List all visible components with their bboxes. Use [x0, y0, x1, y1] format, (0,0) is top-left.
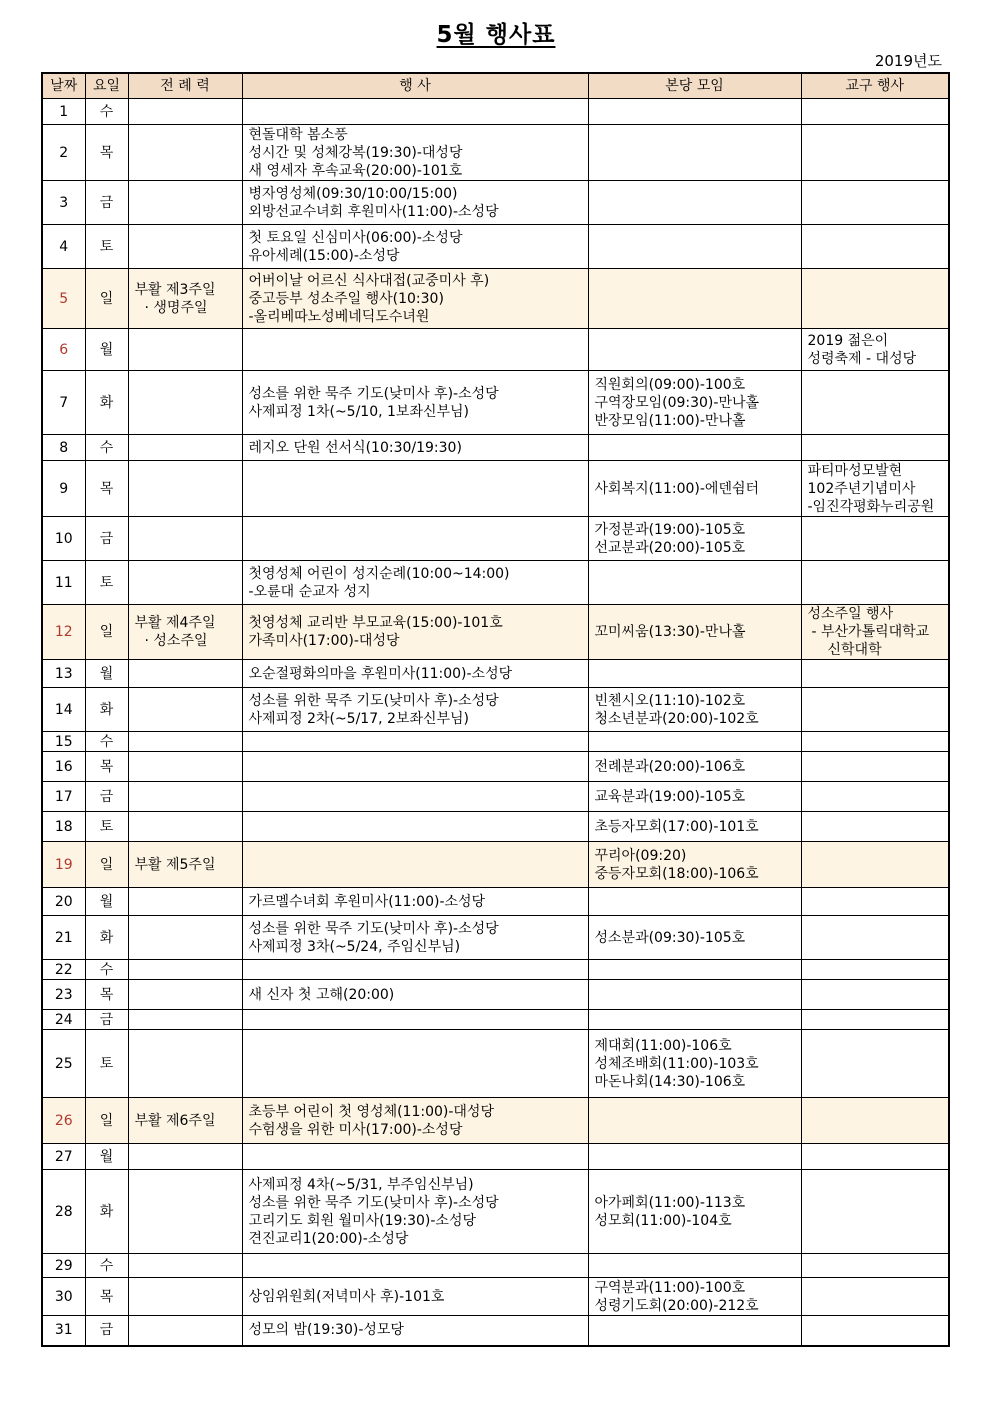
liturgy-cell [128, 605, 242, 660]
diocese-cell [801, 782, 949, 812]
parish-cell-line: 선교분과(20:00)-105호 [594, 539, 746, 556]
events-cell [242, 842, 588, 888]
liturgy-cell [128, 1098, 242, 1144]
liturgy-cell [128, 660, 242, 688]
table-row [42, 461, 949, 517]
parish-cell [588, 269, 801, 329]
date-cell: 9 [42, 461, 85, 517]
weekday-cell: 목 [85, 125, 128, 181]
diocese-cell-line: - 부산가톨릭대학교 [811, 624, 930, 640]
liturgy-cell [128, 435, 242, 461]
table-row [42, 660, 949, 688]
parish-cell [588, 688, 801, 732]
events-cell-line: 가르멜수녀회 후원미사(11:00)-소성당 [248, 893, 486, 910]
weekday-cell: 목 [85, 752, 128, 782]
diocese-cell [801, 960, 949, 980]
date-cell: 12 [42, 605, 85, 660]
diocese-cell [801, 517, 949, 561]
liturgy-cell [128, 329, 242, 371]
liturgy-cell-line: · 성소주일 [144, 633, 208, 649]
events-cell-line: 견진교리1(20:00)-소성당 [248, 1230, 409, 1247]
events-cell-line: 현돌대학 봄소풍 [248, 126, 348, 143]
liturgy-cell [128, 1278, 242, 1316]
table-row [42, 1316, 949, 1346]
diocese-cell [801, 461, 949, 517]
diocese-cell-line: 신학대학 [827, 642, 882, 658]
parish-cell [588, 1098, 801, 1144]
events-cell-line: 어버이날 어르신 식사대접(교중미사 후) [248, 272, 490, 289]
date-cell: 19 [42, 842, 85, 888]
liturgy-cell [128, 225, 242, 269]
liturgy-cell-line: 부활 제3주일 [134, 281, 216, 298]
diocese-cell [801, 1144, 949, 1170]
date-cell: 14 [42, 688, 85, 732]
events-cell-line: 성소를 위한 묵주 기도(낮미사 후)-소성당 [248, 385, 499, 402]
parish-cell-line: 성모회(11:00)-104호 [594, 1212, 732, 1229]
table-row [42, 181, 949, 225]
events-cell-line: 사제피정 2차(~5/17, 2보좌신부님) [248, 710, 469, 727]
diocese-cell-line: 102주년기념미사 [807, 480, 916, 497]
events-cell-line: 성소를 위한 묵주 기도(낮미사 후)-소성당 [248, 920, 499, 937]
weekday-cell: 토 [85, 225, 128, 269]
liturgy-cell-line: 부활 제4주일 [134, 615, 216, 631]
events-cell [242, 517, 588, 561]
weekday-cell: 수 [85, 1254, 128, 1278]
parish-cell [588, 732, 801, 752]
table-row [42, 561, 949, 605]
events-cell-line: 첫영성체 교리반 부모교육(15:00)-101호 [248, 615, 503, 631]
liturgy-cell [128, 1170, 242, 1254]
diocese-cell [801, 1010, 949, 1030]
parish-cell-line: 꾸리아(09:20) [594, 847, 687, 864]
parish-cell [588, 1316, 801, 1346]
diocese-cell-line: 성령축제 - 대성당 [807, 350, 917, 367]
weekday-cell: 월 [85, 1144, 128, 1170]
diocese-cell [801, 688, 949, 732]
events-cell [242, 1144, 588, 1170]
events-cell [242, 99, 588, 125]
date-cell: 4 [42, 225, 85, 269]
events-cell [242, 125, 588, 181]
table-row [42, 980, 949, 1010]
table-row [42, 1170, 949, 1254]
date-cell: 13 [42, 660, 85, 688]
liturgy-cell [128, 732, 242, 752]
diocese-cell [801, 1254, 949, 1278]
diocese-cell [801, 125, 949, 181]
diocese-cell [801, 225, 949, 269]
events-cell [242, 782, 588, 812]
events-cell [242, 269, 588, 329]
liturgy-cell [128, 980, 242, 1010]
events-cell-line: 성소를 위한 묵주 기도(낮미사 후)-소성당 [248, 1194, 499, 1211]
parish-cell-line: 청소년분과(20:00)-102호 [594, 710, 759, 727]
events-cell-line: 성소를 위한 묵주 기도(낮미사 후)-소성당 [248, 692, 499, 709]
diocese-cell [801, 269, 949, 329]
parish-cell-line: 성체조배회(11:00)-103호 [594, 1055, 759, 1072]
events-cell [242, 225, 588, 269]
parish-cell-line: 사회복지(11:00)-에덴쉼터 [594, 480, 760, 497]
liturgy-cell [128, 1144, 242, 1170]
parish-cell-line: 교육분과(19:00)-105호 [594, 788, 746, 805]
events-cell [242, 888, 588, 916]
weekday-cell: 화 [85, 916, 128, 960]
parish-cell-line: 구역장모임(09:30)-만나홀 [594, 394, 760, 411]
events-cell [242, 1170, 588, 1254]
parish-cell [588, 371, 801, 435]
liturgy-cell-line: 부활 제5주일 [134, 856, 216, 873]
events-cell [242, 732, 588, 752]
diocese-cell [801, 888, 949, 916]
weekday-cell: 금 [85, 782, 128, 812]
weekday-cell: 수 [85, 732, 128, 752]
parish-cell-line: 구역분과(11:00)-100호 [594, 1279, 746, 1296]
liturgy-cell [128, 561, 242, 605]
liturgy-cell [128, 1010, 242, 1030]
table-row [42, 960, 949, 980]
table-row [42, 1030, 949, 1098]
parish-cell-line: 중등자모회(18:00)-106호 [594, 865, 759, 882]
weekday-cell: 금 [85, 1316, 128, 1346]
liturgy-cell [128, 752, 242, 782]
diocese-cell [801, 1170, 949, 1254]
events-cell-line: 성시간 및 성체강복(19:30)-대성당 [248, 144, 463, 161]
liturgy-cell-line: · 생명주일 [144, 299, 208, 316]
date-cell: 8 [42, 435, 85, 461]
parish-cell [588, 605, 801, 660]
parish-cell-line: 빈첸시오(11:10)-102호 [594, 692, 746, 709]
parish-cell [588, 1010, 801, 1030]
weekday-cell: 수 [85, 960, 128, 980]
events-cell-line: -올리베따노성베네딕도수녀원 [248, 308, 430, 325]
weekday-cell: 목 [85, 980, 128, 1010]
table-row [42, 1254, 949, 1278]
events-cell [242, 461, 588, 517]
parish-cell-line: 초등자모회(17:00)-101호 [594, 818, 759, 835]
diocese-cell [801, 1098, 949, 1144]
date-cell: 7 [42, 371, 85, 435]
parish-cell [588, 461, 801, 517]
weekday-cell: 일 [85, 842, 128, 888]
events-cell-line: 병자영성체(09:30/10:00/15:00) [248, 185, 458, 202]
table-row [42, 225, 949, 269]
parish-cell [588, 517, 801, 561]
parish-cell-line: 제대회(11:00)-106호 [594, 1037, 732, 1054]
weekday-cell: 월 [85, 660, 128, 688]
events-cell-line: 새 신자 첫 고해(20:00) [248, 986, 395, 1003]
parish-cell-line: 반장모임(11:00)-만나홀 [594, 412, 746, 429]
weekday-cell: 토 [85, 561, 128, 605]
parish-cell [588, 1278, 801, 1316]
diocese-cell [801, 1316, 949, 1346]
table-row [42, 916, 949, 960]
liturgy-cell [128, 269, 242, 329]
diocese-cell [801, 752, 949, 782]
parish-cell [588, 782, 801, 812]
parish-cell [588, 329, 801, 371]
weekday-cell: 화 [85, 371, 128, 435]
parish-cell-line: 직원회의(09:00)-100호 [594, 376, 746, 393]
events-cell-line: 수험생을 위한 미사(17:00)-소성당 [248, 1121, 463, 1138]
header-weekday: 요일 [85, 73, 128, 99]
table-row [42, 688, 949, 732]
diocese-cell [801, 605, 949, 660]
date-cell: 30 [42, 1278, 85, 1316]
table-row [42, 605, 949, 660]
weekday-cell: 일 [85, 269, 128, 329]
events-cell-line: 사제피정 4차(~5/31, 부주임신부님) [248, 1176, 474, 1193]
diocese-cell [801, 371, 949, 435]
table-row [42, 329, 949, 371]
date-cell: 11 [42, 561, 85, 605]
events-cell [242, 1098, 588, 1144]
schedule-table [41, 72, 950, 1347]
date-cell: 2 [42, 125, 85, 181]
liturgy-cell [128, 181, 242, 225]
events-cell [242, 1254, 588, 1278]
parish-cell [588, 125, 801, 181]
liturgy-cell [128, 517, 242, 561]
date-cell: 20 [42, 888, 85, 916]
date-cell: 18 [42, 812, 85, 842]
events-cell-line: 사제피정 3차(~5/24, 주임신부님) [248, 938, 461, 955]
events-cell [242, 660, 588, 688]
table-row [42, 517, 949, 561]
liturgy-cell-line: 부활 제6주일 [134, 1112, 216, 1129]
date-cell: 24 [42, 1010, 85, 1030]
date-cell: 25 [42, 1030, 85, 1098]
weekday-cell: 월 [85, 329, 128, 371]
parish-cell [588, 660, 801, 688]
parish-cell [588, 888, 801, 916]
weekday-cell: 금 [85, 1010, 128, 1030]
date-cell: 15 [42, 732, 85, 752]
parish-cell [588, 1144, 801, 1170]
liturgy-cell [128, 812, 242, 842]
parish-cell [588, 1170, 801, 1254]
events-cell [242, 752, 588, 782]
parish-cell [588, 916, 801, 960]
table-row [42, 1098, 949, 1144]
date-cell: 16 [42, 752, 85, 782]
parish-cell [588, 225, 801, 269]
parish-cell [588, 1254, 801, 1278]
date-cell: 31 [42, 1316, 85, 1346]
date-cell: 5 [42, 269, 85, 329]
diocese-cell-line: 2019 젊은이 [807, 332, 889, 349]
liturgy-cell [128, 371, 242, 435]
diocese-cell-line: 성소주일 행사 [807, 606, 894, 622]
weekday-cell: 토 [85, 812, 128, 842]
events-cell [242, 329, 588, 371]
table-row [42, 99, 949, 125]
date-cell: 3 [42, 181, 85, 225]
weekday-cell: 월 [85, 888, 128, 916]
events-cell [242, 605, 588, 660]
liturgy-cell [128, 782, 242, 812]
events-cell-line: 첫영성체 어린이 성지순례(10:00~14:00) [248, 565, 510, 582]
events-cell [242, 435, 588, 461]
diocese-cell [801, 732, 949, 752]
events-cell-line: 새 영세자 후속교육(20:00)-101호 [248, 162, 463, 179]
diocese-cell [801, 980, 949, 1010]
table-row [42, 752, 949, 782]
date-cell: 23 [42, 980, 85, 1010]
events-cell-line: 레지오 단원 선서식(10:30/19:30) [248, 439, 462, 456]
table-row [42, 1278, 949, 1316]
parish-cell [588, 960, 801, 980]
diocese-cell [801, 842, 949, 888]
date-cell: 28 [42, 1170, 85, 1254]
weekday-cell: 수 [85, 99, 128, 125]
table-row [42, 732, 949, 752]
parish-cell-line: 가정분과(19:00)-105호 [594, 521, 746, 538]
events-cell-line: 유아세례(15:00)-소성당 [248, 247, 400, 264]
diocese-cell [801, 435, 949, 461]
parish-cell-line: 전례분과(20:00)-106호 [594, 758, 746, 775]
header-date: 날짜 [42, 73, 85, 99]
table-row [42, 371, 949, 435]
parish-cell [588, 842, 801, 888]
parish-cell-line: 성령기도회(20:00)-212호 [594, 1297, 759, 1314]
parish-cell-line: 아가페회(11:00)-113호 [594, 1194, 746, 1211]
parish-cell-line: 마돈나회(14:30)-106호 [594, 1073, 746, 1090]
weekday-cell: 화 [85, 1170, 128, 1254]
liturgy-cell [128, 125, 242, 181]
liturgy-cell [128, 888, 242, 916]
weekday-cell: 수 [85, 435, 128, 461]
table-row [42, 782, 949, 812]
parish-cell [588, 561, 801, 605]
weekday-cell: 목 [85, 461, 128, 517]
weekday-cell: 화 [85, 688, 128, 732]
events-cell [242, 812, 588, 842]
parish-cell [588, 752, 801, 782]
liturgy-cell [128, 916, 242, 960]
table-row [42, 1010, 949, 1030]
events-cell [242, 916, 588, 960]
events-cell [242, 371, 588, 435]
table-row [42, 1144, 949, 1170]
table-row [42, 842, 949, 888]
liturgy-cell [128, 842, 242, 888]
diocese-cell-line: -임진각평화누리공원 [807, 498, 935, 515]
events-cell [242, 980, 588, 1010]
events-cell-line: 고리기도 회원 월미사(19:30)-소성당 [248, 1212, 477, 1229]
table-row [42, 888, 949, 916]
liturgy-cell [128, 1030, 242, 1098]
date-cell: 22 [42, 960, 85, 980]
parish-cell-line: 성소분과(09:30)-105호 [594, 929, 746, 946]
events-cell [242, 1030, 588, 1098]
events-cell-line: 외방선교수녀회 후원미사(11:00)-소성당 [248, 203, 499, 220]
date-cell: 10 [42, 517, 85, 561]
date-cell: 21 [42, 916, 85, 960]
diocese-cell [801, 916, 949, 960]
parish-cell [588, 435, 801, 461]
header-diocese: 교구 행사 [801, 73, 949, 99]
weekday-cell: 금 [85, 181, 128, 225]
parish-cell-line: 꼬미씨움(13:30)-만나홀 [594, 624, 746, 640]
events-cell [242, 1278, 588, 1316]
header-parish: 본당 모임 [588, 73, 801, 99]
date-cell: 6 [42, 329, 85, 371]
diocese-cell [801, 181, 949, 225]
weekday-cell: 금 [85, 517, 128, 561]
weekday-cell: 일 [85, 1098, 128, 1144]
table-row [42, 812, 949, 842]
page-title: 5월 행사표 [436, 22, 556, 48]
events-cell [242, 1010, 588, 1030]
events-cell-line: 가족미사(17:00)-대성당 [248, 633, 400, 649]
date-cell: 26 [42, 1098, 85, 1144]
diocese-cell [801, 660, 949, 688]
diocese-cell [801, 329, 949, 371]
diocese-cell-line: 파티마성모발현 [807, 462, 903, 479]
diocese-cell [801, 561, 949, 605]
weekday-cell: 일 [85, 605, 128, 660]
parish-cell [588, 99, 801, 125]
year-label: 2019년도 [874, 52, 942, 70]
diocese-cell [801, 1278, 949, 1316]
diocese-cell [801, 812, 949, 842]
table-row [42, 125, 949, 181]
events-cell-line: 상임위원회(저녁미사 후)-101호 [248, 1288, 445, 1305]
liturgy-cell [128, 461, 242, 517]
liturgy-cell [128, 1254, 242, 1278]
parish-cell [588, 812, 801, 842]
events-cell [242, 181, 588, 225]
date-cell: 27 [42, 1144, 85, 1170]
liturgy-cell [128, 99, 242, 125]
table-row [42, 269, 949, 329]
events-cell [242, 688, 588, 732]
diocese-cell [801, 99, 949, 125]
header-events: 행 사 [242, 73, 588, 99]
events-cell-line: 중고등부 성소주일 행사(10:30) [248, 290, 444, 307]
header-row [42, 73, 949, 99]
liturgy-cell [128, 1316, 242, 1346]
events-cell [242, 561, 588, 605]
date-cell: 29 [42, 1254, 85, 1278]
parish-cell [588, 1030, 801, 1098]
events-cell-line: 초등부 어린이 첫 영성체(11:00)-대성당 [248, 1103, 494, 1120]
events-cell-line: 오순절평화의마을 후원미사(11:00)-소성당 [248, 665, 513, 682]
weekday-cell: 목 [85, 1278, 128, 1316]
events-cell-line: 성모의 밤(19:30)-성모당 [248, 1322, 404, 1339]
table-row [42, 435, 949, 461]
header-liturgy: 전 례 력 [128, 73, 242, 99]
liturgy-cell [128, 688, 242, 732]
events-cell-line: 첫 토요일 신심미사(06:00)-소성당 [248, 229, 463, 246]
parish-cell [588, 181, 801, 225]
parish-cell [588, 980, 801, 1010]
diocese-cell [801, 1030, 949, 1098]
events-cell-line: 사제피정 1차(~5/10, 1보좌신부님) [248, 403, 469, 420]
date-cell: 1 [42, 99, 85, 125]
liturgy-cell [128, 960, 242, 980]
events-cell-line: -오륜대 순교자 성지 [248, 583, 371, 600]
weekday-cell: 토 [85, 1030, 128, 1098]
events-cell [242, 960, 588, 980]
date-cell: 17 [42, 782, 85, 812]
events-cell [242, 1316, 588, 1346]
